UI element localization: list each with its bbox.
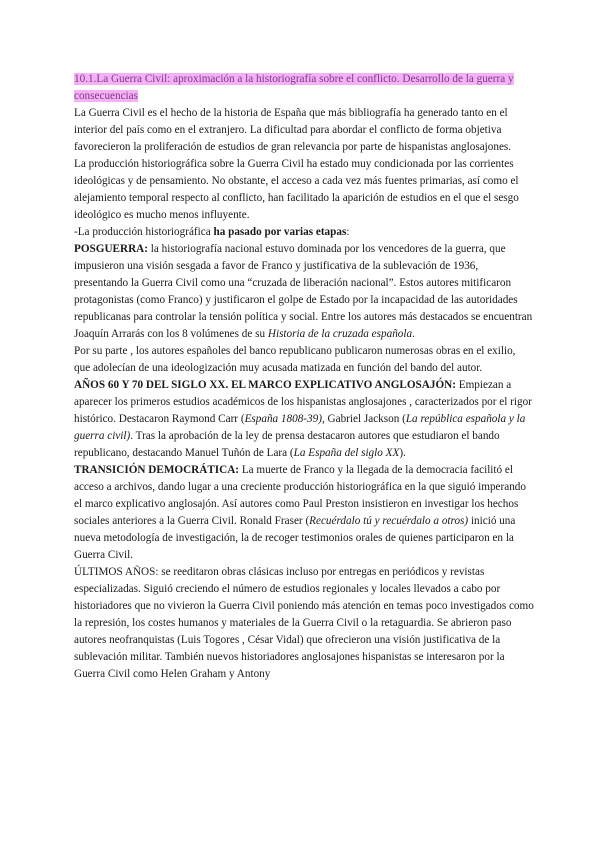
posguerra-paragraph: [74, 241, 534, 343]
transicion-text-1: La muerte de Franco y la llegada de la democracia facilitó el acceso a archivos, dando lugar a una creciente producción historiográfica en la que siguió imperando el marco explicativo anglosajón. Así autores como Paul Preston insistieron en investigar los hechos sociales anteriores a la Guerra Civil. Ronald Fraser (: [74, 464, 526, 527]
anos-paragraph: [74, 377, 534, 462]
intro-paragraph-2: La producción historiográfica sobre la Guerra Civil ha estado muy condicionada por las corrientes ideológicas y de pensamiento. No obstante, el acceso a cada vez más fuentes primarias, así como el alejamiento temporal respecto al conflicto, han facilitado la aparición de estudios en el que el sesgo ideológico es mucho menos influyente.: [74, 158, 519, 221]
transicion-heading: TRANSICIÓN DEMOCRÁTICA:: [74, 464, 240, 476]
anos-work-3: La España del siglo XX: [293, 447, 400, 459]
posguerra-work-title: Historia de la cruzada española: [267, 328, 413, 340]
ultimos-paragraph: ÚLTIMOS AÑOS: se reeditaron obras clásicas incluso por entregas en periódicos y revistas especializadas. Siguió creciendo el número de estudios regionales y locales llevados a cabo por historiadores que no vivieron la Guerra Civil poniendo más atención en temas poco investigados como la represión, los costes humanos y materiales de la Guerra Civil o la retaguardia. Se abrieron paso autores neofranquistas (Luis Togores , César Vidal) que ofrecieron una visión justificativa de la sublevación militar. También nuevos historiadores anglosajones hispanistas se interesaron por la Guerra Civil como Helen Graham y Antony: [74, 566, 534, 680]
document-title: [74, 71, 534, 105]
anos-text-3: . Tras la aprobación de la ley de prensa destacaron autores que estudiaron el bando republicano, destacando Manuel Tuñón de Lara (: [74, 430, 500, 459]
exilio-paragraph: Por su parte , los autores españoles del banco republicano publicaron numerosas obras en el exilio, que adolecían de una ideologización muy acusada matizada en función del bando del autor.: [74, 345, 516, 374]
stages-text: -La producción historiográfica: [74, 226, 214, 238]
anos-text-2: , Gabriel Jackson (: [321, 413, 406, 425]
stages-bold: ha pasado por varias etapas: [213, 226, 347, 238]
posguerra-end: .: [412, 328, 415, 340]
stages-paragraph: [74, 224, 534, 241]
anos-heading: AÑOS 60 Y 70 DEL SIGLO XX. EL MARCO EXPLICATIVO ANGLOSAJÓN:: [74, 379, 456, 391]
intro-paragraph-1: La Guerra Civil es el hecho de la historia de España que más bibliografía ha generado tanto en el interior del país como en el extranjero. La dificultad para abordar el conflicto de forma objetiva favorecieron la proliferación de estudios de gran relevancia por parte de hispanistas anglosajones.: [74, 107, 512, 153]
posguerra-heading: POSGUERRA:: [74, 243, 148, 255]
transicion-paragraph: [74, 462, 534, 564]
transicion-work-1: Recuérdalo tú y recuérdalo a otros): [309, 515, 469, 527]
stages-colon: :: [346, 226, 350, 238]
highlighted-title: 10.1.La Guerra Civil: aproximación a la historiografía sobre el conflicto. Desarrollo de la guerra y consecuencias: [74, 73, 514, 102]
transicion-text-2: inició una nueva metodología de investigación, la de recoger testimonios orales de quienes participaron en la Guerra Civil.: [74, 515, 516, 561]
anos-work-2: La república española y la guerra civil): [74, 413, 526, 442]
document-page: [74, 71, 534, 683]
anos-text-1: Empiezan a aparecer los primeros estudios académicos de los hispanistas anglosajones , caracterizados por el rigor histórico. Destacaron Raymond Carr (: [74, 379, 532, 425]
anos-work-1: España 1808-39): [244, 413, 322, 425]
anos-text-4: ).: [399, 447, 406, 459]
posguerra-text: la historiografía nacional estuvo dominada por los vencedores de la guerra, que impusieron una visión sesgada a favor de Franco y justificativa de la sublevación de 1936, presentando la Guerra Civil como una “cruzada de liberación nacional”. Estos autores mitificaron protagonistas (como Franco) y justificaron el golpe de Estado por la incapacidad de las autoridades republicanas para controlar la tensión política y social. Entre los autores más destacados se encuentran Joaquín Arrarás con los 8 volúmenes de su: [74, 243, 533, 340]
